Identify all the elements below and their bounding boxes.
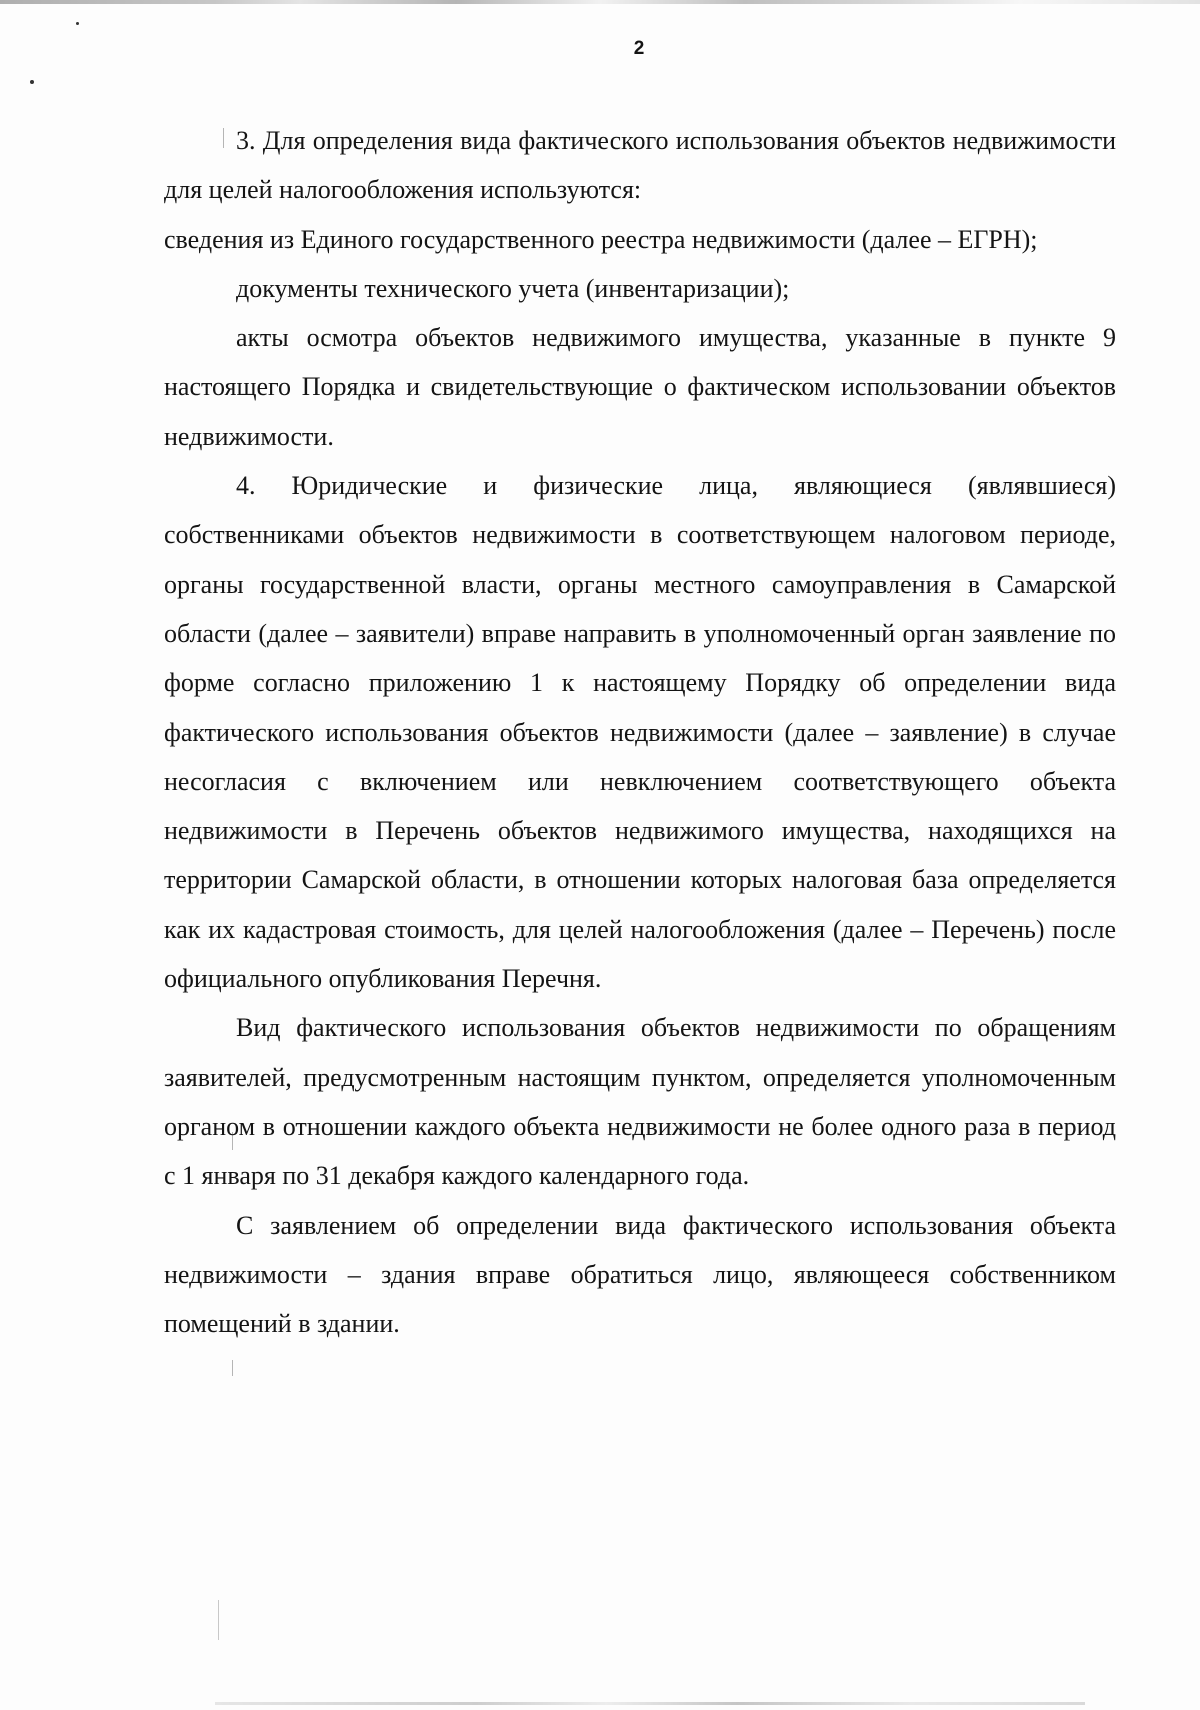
paragraph-3-egrn: сведения из Единого государственного реестра недвижимости (далее – ЕГРН); bbox=[164, 224, 1038, 254]
paragraph-3-technical-documents: документы технического учета (инвентаризации); bbox=[236, 273, 790, 303]
paragraph-4-applicants: 4. Юридические и физические лица, являющиеся (являвшиеся) собственниками объектов недвижимости в соответствующем налоговом периоде, органы государственной власти, органы местного самоуправления в Самарской области (далее – заявители) вправе направить в уполномоченный орган заявление по форме согласно приложению 1 к настоящему Порядку об определении вида фактического использования объектов недвижимости (далее – заявление) в случае несогласия с включением или невключением соответствующего объекта недвижимости в Перечень объектов недвижимого имущества, находящихся на территории Самарской области, в отношении которых налоговая база определяется как их кадастровая стоимость, для целей налогообложения (далее – Перечень) после официального опубликования Перечня. bbox=[164, 471, 1116, 994]
paragraph-4-frequency: Вид фактического использования объектов недвижимости по обращениям заявителей, предусмотренным настоящим пунктом, определяется уполномоченным органом в отношении каждого объекта недвижимости не более одного раза в период с 1 января по 31 декабря каждого календарного года. bbox=[164, 1013, 1116, 1191]
document-body bbox=[164, 116, 1116, 1348]
paragraph-4-building-owner: С заявлением об определении вида фактического использования объекта недвижимости – здания вправе обратиться лицо, являющееся собственником помещений в здании. bbox=[164, 1210, 1116, 1339]
paragraph-3-intro: 3. Для определения вида фактического использования объектов недвижимости для целей налогообложения используются: bbox=[164, 126, 1116, 205]
scan-speck bbox=[76, 22, 79, 25]
page-number: 2 bbox=[633, 38, 645, 59]
scan-edge-top bbox=[0, 0, 1200, 4]
scan-margin-mark bbox=[232, 1360, 233, 1376]
scan-margin-mark bbox=[218, 1600, 219, 1640]
scan-speck bbox=[30, 80, 34, 84]
scan-edge-bottom bbox=[215, 1702, 1085, 1705]
paragraph-3-inspection-acts: акты осмотра объектов недвижимого имущества, указанные в пункте 9 настоящего Порядка и свидетельствующие о фактическом использовании объектов недвижимости. bbox=[164, 323, 1116, 451]
